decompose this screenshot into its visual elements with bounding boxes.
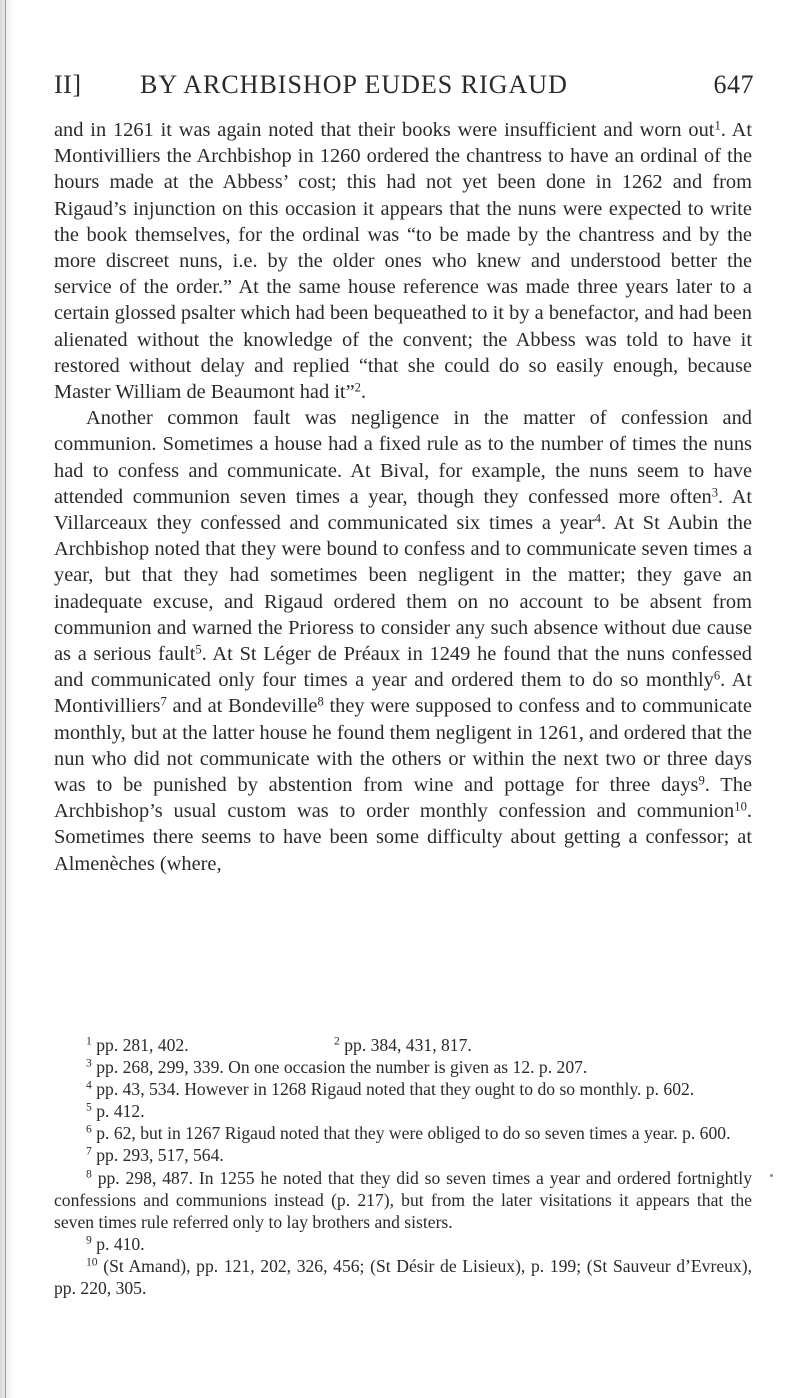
footnote-3	[54, 1056, 752, 1078]
footnote-row	[54, 1034, 752, 1056]
main-text	[54, 117, 752, 877]
footnote-text: pp. 281, 402.	[96, 1035, 189, 1055]
footnote-ref-1: 1	[714, 118, 721, 133]
text-run: . At St Aubin the Archbishop noted that they were bound to confess and to communicate seven times a year, but that they had sometimes been negligent in the matter; they gave an inadequate excuse, and Rigaud ordered them on no account to be absent from communion and warned the Prioress to consider any such absence without due cause as a serious fault	[54, 512, 752, 666]
footnotes	[54, 1034, 752, 1299]
text-run: . At St Léger de Préaux in 1249 he found that the nuns confessed and communicated only four times a year and ordered them to do so monthly	[54, 643, 752, 692]
text-run: .	[360, 381, 367, 404]
footnote-mark: 1	[86, 1034, 92, 1048]
text-run: . At Villarceaux they confessed and communicated six times a year	[54, 485, 752, 535]
text-run: . Sometimes there seems to have been some difficulty about getting a confessor; at Almenèches (where,	[54, 800, 752, 875]
footnote-ref-4: 4	[594, 511, 601, 526]
ink-speck	[770, 1174, 773, 1177]
footnote-text: pp. 43, 534. However in 1268 Rigaud noted that they ought to do so monthly. p. 602.	[96, 1079, 695, 1100]
footnote-1	[54, 1034, 334, 1056]
text-run: . At Montivilliers the Archbishop in 1260 ordered the chantress to have an ordinal of the hours made at the Abbess’ cost; this had not yet been done in 1262 and from Rigaud’s injunction on this occasion it appears that the nuns were expected to write the book themselves, for the ordinal was “to be made by the chantress and by the more discreet nuns, i.e. by the older ones who knew and understood better the service of the order.” At the same house reference was made three years later to a certain glossed psalter which had been bequeathed to it by a benefactor, and had been alienated without the knowledge of the convent; the Abbess was told to have it restored without delay and replied “that she could do so easily enough, because Master William de Beaumont had it”	[54, 119, 752, 404]
footnote-4	[54, 1078, 752, 1100]
footnote-5	[54, 1100, 752, 1122]
paragraph-1	[54, 117, 752, 405]
footnote-ref-6: 6	[713, 668, 721, 683]
footnote-10	[54, 1255, 752, 1299]
running-title: BY ARCHBISHOP EUDES RIGAUD	[140, 70, 568, 99]
footnote-2	[334, 1034, 472, 1056]
footnote-7	[54, 1144, 752, 1166]
binding-line	[5, 0, 6, 1398]
footnote-ref-10: 10	[734, 799, 747, 814]
footnote-mark: 9	[86, 1233, 92, 1247]
footnote-8	[54, 1167, 752, 1233]
footnote-ref-7: 7	[160, 695, 167, 710]
footnote-ref-9: 9	[698, 773, 705, 788]
footnote-text: pp. 268, 299, 339. On one occasion the number is given as 12. p. 207.	[96, 1057, 588, 1078]
footnote-text: p. 410.	[96, 1233, 145, 1254]
page-number: 647	[713, 70, 754, 99]
footnote-mark: 4	[86, 1078, 92, 1092]
text-run: Another common fault was negligence in the matter of confession and communion. Sometimes a house had a fixed rule as to the number of times the nuns had to confess and communicate. At Bival, for example, the nuns seem to have attended communion seven times a year, though they confessed more often	[54, 407, 752, 508]
footnote-ref-8: 8	[317, 695, 324, 710]
text-run: . At Montivilliers	[54, 669, 752, 718]
text-run: they were supposed to confess and to communicate monthly, but at the latter house he found them negligent in 1261, and ordered that the nun who did not communicate with the others or within the next two or three days was to be punished by abstention from wine and pottage for three days	[54, 695, 752, 797]
footnote-mark: 8	[86, 1167, 92, 1181]
footnote-ref-3: 3	[711, 485, 718, 500]
text-run: . The Archbishop’s usual custom was to order monthly confession and communion	[54, 774, 752, 823]
running-header	[54, 70, 754, 110]
footnote-mark: 5	[86, 1100, 92, 1114]
footnote-text: pp. 293, 517, 564.	[96, 1145, 224, 1166]
footnote-mark: 2	[334, 1034, 340, 1048]
page-binding-edge	[0, 0, 14, 1398]
footnote-text: (St Amand), pp. 121, 202, 326, 456; (St Désir de Lisieux), p. 199; (St Sauveur d’Evreux), pp. 220, 305.	[54, 1255, 752, 1299]
paragraph-2	[54, 405, 752, 877]
footnote-text: p. 62, but in 1267 Rigaud noted that they were obliged to do so seven times a year. p. 600.	[96, 1123, 731, 1144]
footnote-text: p. 412.	[96, 1101, 145, 1122]
footnote-ref-5: 5	[195, 642, 202, 657]
footnote-mark: 10	[86, 1255, 98, 1269]
footnote-ref-2: 2	[354, 380, 361, 395]
footnote-9	[54, 1233, 752, 1255]
text-run: and in 1261 it was again noted that their books were insufficient and worn out	[54, 119, 715, 141]
text-run: and at Bondeville	[166, 695, 318, 718]
footnote-mark: 6	[86, 1123, 92, 1136]
footnote-6	[54, 1122, 752, 1144]
footnote-text: pp. 384, 431, 817.	[344, 1035, 472, 1055]
footnote-mark: 3	[86, 1056, 92, 1070]
chapter-number: II]	[54, 70, 82, 99]
footnote-mark: 7	[86, 1145, 92, 1159]
footnote-text: pp. 298, 487. In 1255 he noted that they did so seven times a year and ordered fortnightly confessions and communions instead (p. 217), but from the later visitations it appears that the seven times rule referred only to lay brothers and sisters.	[54, 1167, 752, 1232]
